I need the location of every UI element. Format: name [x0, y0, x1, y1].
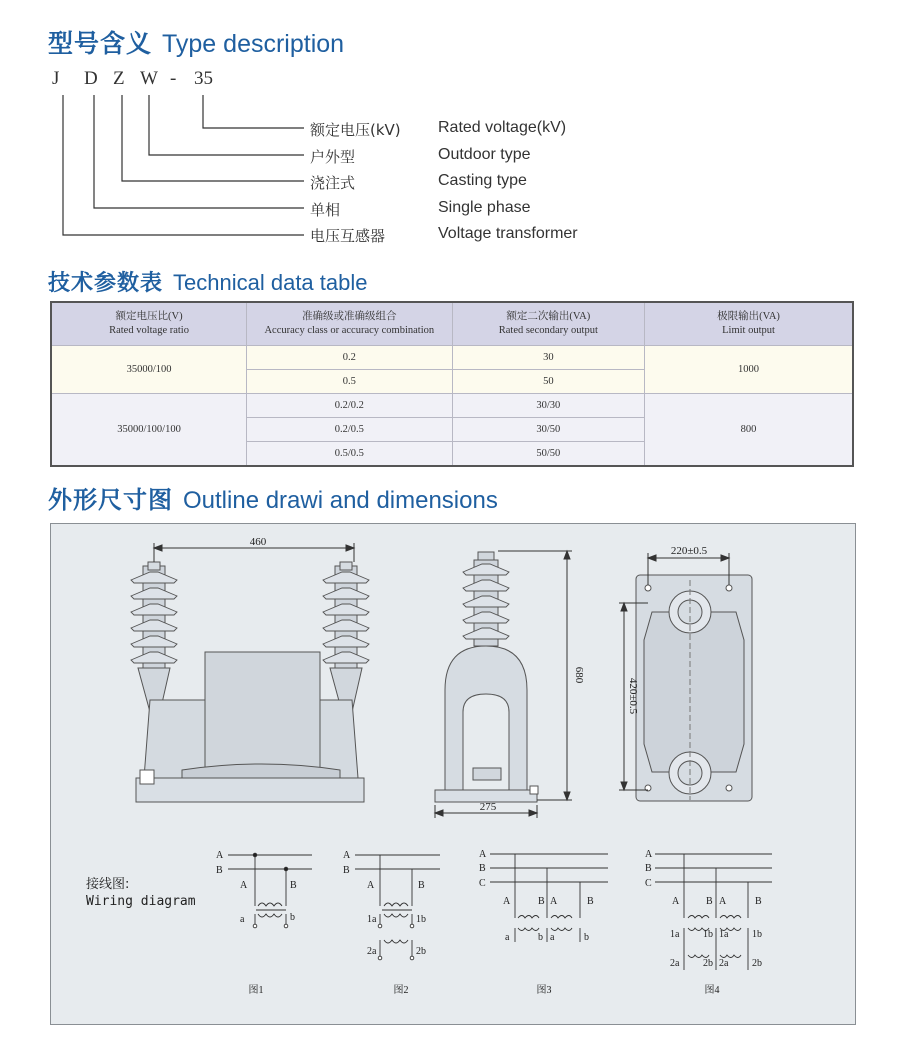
legend-cn: 额定电压(kV) [310, 121, 401, 139]
label-B: B [706, 896, 713, 907]
label-B: B [587, 896, 594, 907]
label-2b: 2b [703, 958, 713, 969]
legend-cn: 电压互感器 [310, 227, 386, 245]
dim-top-width: 220±0.5 [670, 545, 708, 557]
dim-front-width: 460 [249, 536, 267, 548]
code-letter-w: W [140, 68, 158, 89]
cell-output: 30/50 [452, 418, 645, 442]
left-insulator [131, 562, 177, 668]
header-limit: 极限输出(VA) Limit output [645, 302, 853, 346]
outline-title-cn: 外形尺寸图 [48, 486, 173, 514]
label-A: A [367, 880, 375, 891]
wiring-title-en: Wiring diagram [86, 894, 196, 909]
label-B: B [479, 863, 486, 874]
wiring-title-cn: 接线图: [86, 877, 130, 892]
label-C: C [645, 878, 652, 889]
label-1b: 1b [416, 914, 426, 925]
cell-accuracy: 0.2/0.2 [247, 394, 453, 418]
figure-label-2: 图2 [393, 985, 409, 996]
label-A: A [503, 896, 511, 907]
label-a: a [240, 914, 245, 925]
cell-accuracy: 0.2 [247, 346, 453, 370]
label-A: A [479, 849, 487, 860]
legend-en: Rated voltage(kV) [438, 119, 567, 136]
label-A: A [645, 849, 653, 860]
label-2a: 2a [719, 958, 729, 969]
legend-en: Outdoor type [438, 146, 531, 163]
label-1b: 1b [703, 929, 713, 940]
label-B: B [538, 896, 545, 907]
label-b: b [290, 912, 295, 923]
front-view [131, 543, 369, 802]
label-2b: 2b [416, 946, 426, 957]
wiring-labels [216, 849, 762, 996]
label-B: B [418, 880, 425, 891]
legend-cn: 户外型 [310, 148, 356, 166]
legend-cn: 浇注式 [310, 174, 356, 192]
header-output: 额定二次输出(VA) Rated secondary output [452, 302, 645, 346]
wiring-diagrams [228, 853, 772, 970]
cell-ratio: 35000/100 [51, 346, 247, 394]
cell-limit: 1000 [645, 346, 853, 394]
wiring-fig4 [655, 854, 772, 970]
cell-accuracy: 0.2/0.5 [247, 418, 453, 442]
cell-output: 30/30 [452, 394, 645, 418]
label-A: A [672, 896, 680, 907]
cell-output: 30 [452, 346, 645, 370]
dim-top-length: 420±0.5 [627, 677, 639, 715]
cell-accuracy: 0.5 [247, 370, 453, 394]
label-B: B [645, 863, 652, 874]
type-title-en: Type description [162, 30, 345, 58]
cell-ratio: 35000/100/100 [51, 394, 247, 467]
code-voltage: 35 [194, 68, 213, 89]
figure-label-4: 图4 [704, 985, 720, 996]
side-view [435, 551, 572, 818]
label-a: a [550, 932, 555, 943]
label-b: b [584, 932, 589, 943]
label-B: B [755, 896, 762, 907]
code-letter-d: D [84, 68, 98, 89]
label-A: A [550, 896, 558, 907]
label-A: A [216, 850, 224, 861]
label-B: B [343, 865, 350, 876]
label-B: B [216, 865, 223, 876]
label-1a: 1a [367, 914, 377, 925]
label-2a: 2a [670, 958, 680, 969]
label-1a: 1a [670, 929, 680, 940]
label-1b: 1b [752, 929, 762, 940]
code-dash: - [170, 68, 177, 89]
figure-label-3: 图3 [536, 985, 552, 996]
label-B: B [290, 880, 297, 891]
label-2a: 2a [367, 946, 377, 957]
label-C: C [479, 878, 486, 889]
label-A: A [343, 850, 351, 861]
tech-title-cn: 技术参数表 [48, 271, 164, 296]
legend-en: Voltage transformer [438, 225, 578, 242]
code-letter-z: Z [113, 68, 125, 89]
label-A: A [240, 880, 248, 891]
cell-limit: 800 [645, 394, 853, 467]
cell-accuracy: 0.5/0.5 [247, 442, 453, 467]
figure-label-1: 图1 [248, 985, 264, 996]
outline-title-en: Outline drawi and dimensions [183, 487, 498, 514]
legend-en: Single phase [438, 199, 531, 216]
label-2b: 2b [752, 958, 762, 969]
label-b: b [538, 932, 543, 943]
type-title-cn: 型号含义 [48, 29, 153, 58]
dim-side-height: 680 [573, 666, 585, 684]
dim-side-base: 275 [479, 801, 497, 813]
cell-output: 50 [452, 370, 645, 394]
label-A: A [719, 896, 727, 907]
label-a: a [505, 932, 510, 943]
label-1a: 1a [719, 929, 729, 940]
legend-cn: 单相 [310, 201, 341, 219]
code-letter-j: J [52, 68, 60, 89]
cell-output: 50/50 [452, 442, 645, 467]
tech-title-en: Technical data table [173, 270, 368, 295]
header-ratio: 额定电压比(V) Rated voltage ratio [51, 302, 247, 346]
wiring-diagram-title [86, 876, 196, 910]
legend-en: Casting type [438, 172, 527, 189]
right-insulator [323, 562, 369, 668]
wiring-fig2 [355, 855, 440, 960]
header-accuracy: 准确级或准确级组合 Accuracy class or accuracy combination [247, 302, 453, 346]
